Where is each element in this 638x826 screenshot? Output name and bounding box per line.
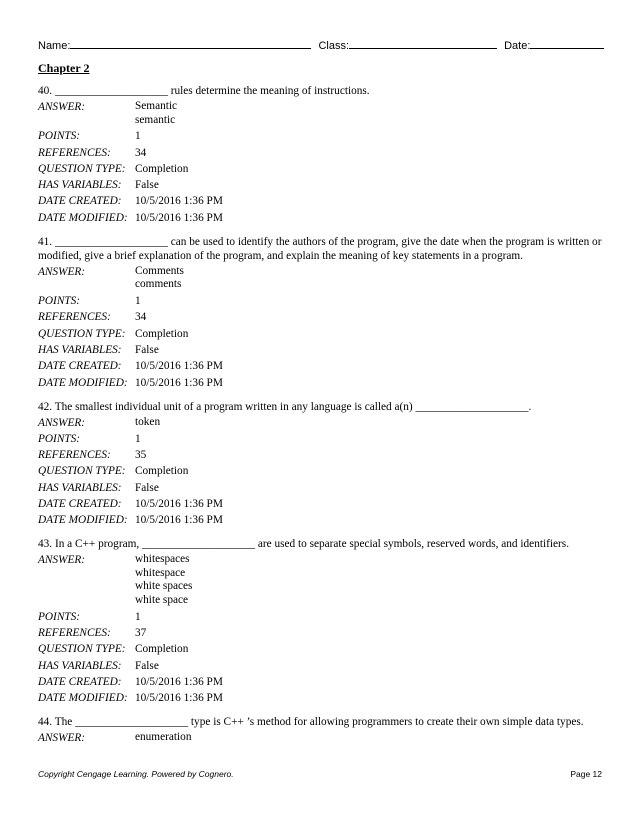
answer-value: enumeration: [135, 731, 192, 744]
points-label: POINTS:: [38, 295, 81, 308]
has-variables-value: False: [135, 659, 159, 672]
references-row: [38, 448, 602, 462]
question-block: [38, 537, 602, 705]
question-block: [38, 715, 602, 745]
question-type-row: [38, 162, 602, 176]
answer-label: ANSWER:: [38, 732, 86, 745]
references-label: REFERENCES:: [38, 449, 111, 462]
date-modified-row: [38, 691, 602, 705]
date-created-value: 10/5/2016 1:36 PM: [135, 195, 223, 208]
date-created-label: DATE CREATED:: [38, 360, 122, 373]
has-variables-row: [38, 343, 602, 357]
date-modified-row: [38, 376, 602, 390]
answer-value: token: [135, 415, 161, 428]
answer-label: ANSWER:: [38, 265, 86, 278]
question-list: [38, 84, 602, 755]
answer-value: white spaces: [135, 580, 193, 593]
date-created-row: [38, 359, 602, 373]
answer-value: whitespaces: [135, 553, 190, 566]
references-label: REFERENCES:: [38, 146, 111, 159]
has-variables-row: [38, 481, 602, 495]
class-blank: [349, 38, 497, 49]
points-row: [38, 294, 602, 308]
references-value: 34: [135, 311, 147, 324]
answer-value: Semantic: [135, 100, 178, 112]
page-footer: [38, 769, 602, 779]
question-type-row: [38, 327, 602, 341]
date-modified-label: DATE MODIFIED:: [38, 514, 128, 527]
answer-value: white space: [135, 593, 189, 606]
question-type-label: QUESTION TYPE:: [38, 465, 126, 478]
question-type-label: QUESTION TYPE:: [38, 162, 126, 175]
date-label: Date:: [504, 40, 531, 52]
question-type-value: Completion: [135, 327, 189, 340]
date-created-label: DATE CREATED:: [38, 195, 122, 208]
date-created-label: DATE CREATED:: [38, 498, 122, 511]
answer-label: ANSWER:: [38, 554, 86, 567]
question-type-label: QUESTION TYPE:: [38, 643, 126, 656]
references-label: REFERENCES:: [38, 311, 111, 324]
answer-row: [38, 731, 602, 745]
has-variables-label: HAS VARIABLES:: [38, 179, 122, 192]
question-block: [38, 235, 602, 390]
references-row: [38, 310, 602, 324]
points-label: POINTS:: [38, 432, 81, 445]
question-type-label: QUESTION TYPE:: [38, 327, 126, 340]
has-variables-label: HAS VARIABLES:: [38, 343, 122, 356]
answer-label: ANSWER:: [38, 416, 86, 429]
date-created-value: 10/5/2016 1:36 PM: [135, 675, 223, 688]
date-blank: [530, 38, 604, 49]
name-label: Name:: [38, 40, 71, 52]
answer-value: Comments: [135, 264, 184, 277]
header-fields: [38, 38, 602, 52]
date-modified-label: DATE MODIFIED:: [38, 376, 128, 389]
points-label: POINTS:: [38, 610, 81, 623]
answer-value: semantic: [135, 113, 176, 126]
answer-values: [135, 100, 602, 127]
references-row: [38, 146, 602, 160]
references-value: 34: [135, 146, 147, 159]
references-label: REFERENCES:: [38, 626, 111, 639]
has-variables-row: [38, 178, 602, 192]
question-text: 43. In a C++ program, ____________________ are used to separate special symbols, reserved words, and identifiers.: [38, 538, 570, 551]
date-created-row: [38, 194, 602, 208]
date-modified-value: 10/5/2016 1:36 PM: [135, 211, 223, 224]
date-created-row: [38, 675, 602, 689]
answer-value: whitespace: [135, 566, 186, 579]
question-text: 42. The smallest individual unit of a program written in any language is called a(n) ____________________.: [38, 400, 532, 413]
date-modified-row: [38, 513, 602, 527]
question-text: 44. The ____________________ type is C++ ’s method for allowing programmers to create their own simple data types.: [38, 716, 584, 729]
points-label: POINTS:: [38, 130, 81, 143]
question-text: 41. ____________________ can be used to identify the authors of the program, give the date when the program is written or modified, give a brief explanation of the program, and explain the meaning of key statements in a program.: [38, 235, 602, 262]
copyright-text: Copyright Cengage Learning. Powered by Cognero.: [38, 769, 234, 779]
question-text: 40. ____________________ rules determine the meaning of instructions.: [38, 85, 370, 97]
has-variables-value: False: [135, 343, 159, 356]
date-modified-label: DATE MODIFIED:: [38, 211, 128, 224]
date-modified-row: [38, 211, 602, 225]
has-variables-row: [38, 659, 602, 673]
has-variables-value: False: [135, 179, 159, 192]
points-row: [38, 610, 602, 624]
has-variables-label: HAS VARIABLES:: [38, 659, 122, 672]
question-block: [38, 400, 602, 528]
has-variables-label: HAS VARIABLES:: [38, 481, 122, 494]
has-variables-value: False: [135, 481, 159, 494]
answer-values: [135, 553, 602, 607]
answer-row: [38, 265, 602, 292]
points-row: [38, 432, 602, 446]
points-value: 1: [135, 130, 141, 143]
question-block: [38, 84, 602, 225]
answer-values: [135, 416, 602, 430]
points-value: 1: [135, 432, 141, 445]
references-value: 37: [135, 626, 147, 639]
page-number: Page 12: [570, 769, 602, 779]
answer-values: [135, 265, 602, 292]
answer-row: [38, 553, 602, 607]
date-modified-value: 10/5/2016 1:36 PM: [135, 692, 223, 705]
date-created-value: 10/5/2016 1:36 PM: [135, 498, 223, 511]
points-value: 1: [135, 610, 141, 623]
date-modified-label: DATE MODIFIED:: [38, 692, 128, 705]
points-value: 1: [135, 295, 141, 308]
references-value: 35: [135, 449, 147, 462]
date-created-row: [38, 497, 602, 511]
question-type-row: [38, 464, 602, 478]
chapter-title: Chapter 2: [38, 61, 90, 75]
references-row: [38, 626, 602, 640]
points-row: [38, 129, 602, 143]
answer-row: [38, 100, 602, 127]
answer-value: comments: [135, 278, 182, 291]
class-label: Class:: [318, 40, 350, 52]
question-type-value: Completion: [135, 162, 189, 175]
date-created-value: 10/5/2016 1:36 PM: [135, 360, 223, 373]
date-modified-value: 10/5/2016 1:36 PM: [135, 376, 223, 389]
date-modified-value: 10/5/2016 1:36 PM: [135, 514, 223, 527]
answer-row: [38, 416, 602, 430]
date-created-label: DATE CREATED:: [38, 675, 122, 688]
question-type-row: [38, 642, 602, 656]
question-type-value: Completion: [135, 465, 189, 478]
name-blank: [70, 38, 311, 49]
answer-values: [135, 731, 602, 745]
answer-label: ANSWER:: [38, 101, 86, 113]
question-type-value: Completion: [135, 643, 189, 656]
